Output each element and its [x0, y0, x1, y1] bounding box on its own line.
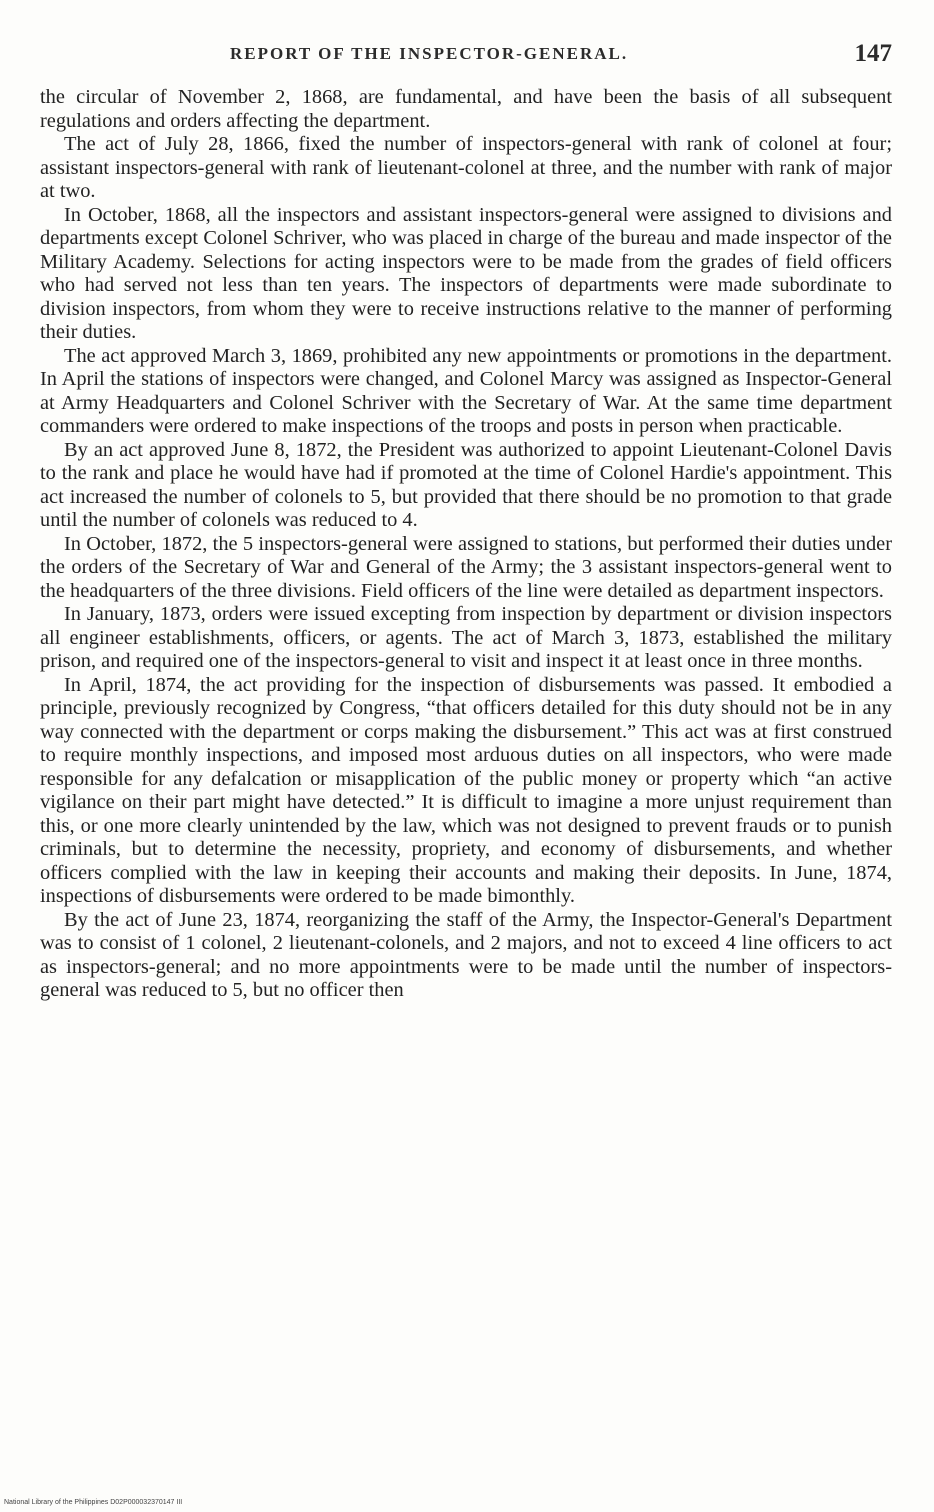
- source-footer: National Library of the Philippines D02P000032370147 III: [4, 1499, 183, 1506]
- paragraph-act-june-1872: By an act approved June 8, 1872, the President was authorized to appoint Lieutenant-Colonel Davis to the rank and place he would have had if promoted at the time of Colonel Hardie's appointment. This act increased the number of colonels to 5, but provided that there should be no promotion to that grade until the number of colonels was reduced to 4.: [40, 438, 892, 531]
- paragraph-october-1872: In October, 1872, the 5 inspectors-general were assigned to stations, but performed their duties under the orders of the Secretary of War and General of the Army; the 3 assistant inspectors-general went to the headquarters of the three divisions. Field officers of the line were detailed as department inspectors.: [40, 532, 892, 602]
- paragraph-act-march-1869: The act approved March 3, 1869, prohibited any new appointments or promotions in the department. In April the stations of inspectors were changed, and Colonel Marcy was assigned as Inspector-General at Army Headquarters and Colonel Schriver with the Secretary of War. At the same time department commanders were ordered to make inspections of the troops and posts in person when practicable.: [40, 344, 892, 437]
- paragraph-act-june-1874: By the act of June 23, 1874, reorganizing the staff of the Army, the Inspector-General's Department was to consist of 1 colonel, 2 lieutenant-colonels, and 2 majors, and not to exceed 4 line officers to act as inspectors-general; and no more appointments were to be made until the number of inspectors-general was reduced to 5, but no officer then: [40, 908, 892, 1001]
- paragraph-continuation: the circular of November 2, 1868, are fundamental, and have been the basis of all subsequent regulations and orders affecting the department.: [40, 86, 892, 132]
- paragraph-january-1873: In January, 1873, orders were issued excepting from inspection by department or division inspectors all engineer establishments, officers, or agents. The act of March 3, 1873, established the military prison, and required one of the inspectors-general to visit and inspect it at least once in three months.: [40, 603, 892, 672]
- paragraph-october-1868: In October, 1868, all the inspectors and assistant inspectors-general were assigned to divisions and departments except Colonel Schriver, who was placed in charge of the bureau and made inspector of the Military Academy. Selections for acting inspectors were to be made from the grades of field officers who had served not less than ten years. The inspectors of departments were made subordinate to division inspectors, from whom they were to receive instructions relative to the manner of performing their duties.: [40, 203, 892, 343]
- body-text: [40, 86, 892, 1003]
- page-number: 147: [854, 40, 892, 67]
- paragraph-act-july-1866: The act of July 28, 1866, fixed the number of inspectors-general with rank of colonel at four; assistant inspectors-general with rank of lieutenant-colonel at three, and the number with rank of major at two.: [40, 133, 892, 202]
- paragraph-april-1874: In April, 1874, the act providing for the inspection of disbursements was passed. It embodied a principle, previously recognized by Congress, “that officers detailed for this duty should not be in any way connected with the department or corps making the disbursement.” This act was at first construed to require monthly inspections, and imposed most arduous duties on all inspectors, who were made responsible for any defalcation or misapplication of the public money or property which “an active vigilance on their part might have detected.” It is difficult to imagine a more unjust requirement than this, or one more clearly unintended by the law, which was not designed to prevent frauds or to punish criminals, but to determine the necessity, propriety, and economy of disbursements, and whether officers complied with the law in keeping their accounts and making their deposits. In June, 1874, inspections of disbursements were ordered to be made bimonthly.: [40, 673, 892, 907]
- page-header: [40, 40, 892, 80]
- running-head: REPORT OF THE INSPECTOR-GENERAL.: [230, 44, 629, 63]
